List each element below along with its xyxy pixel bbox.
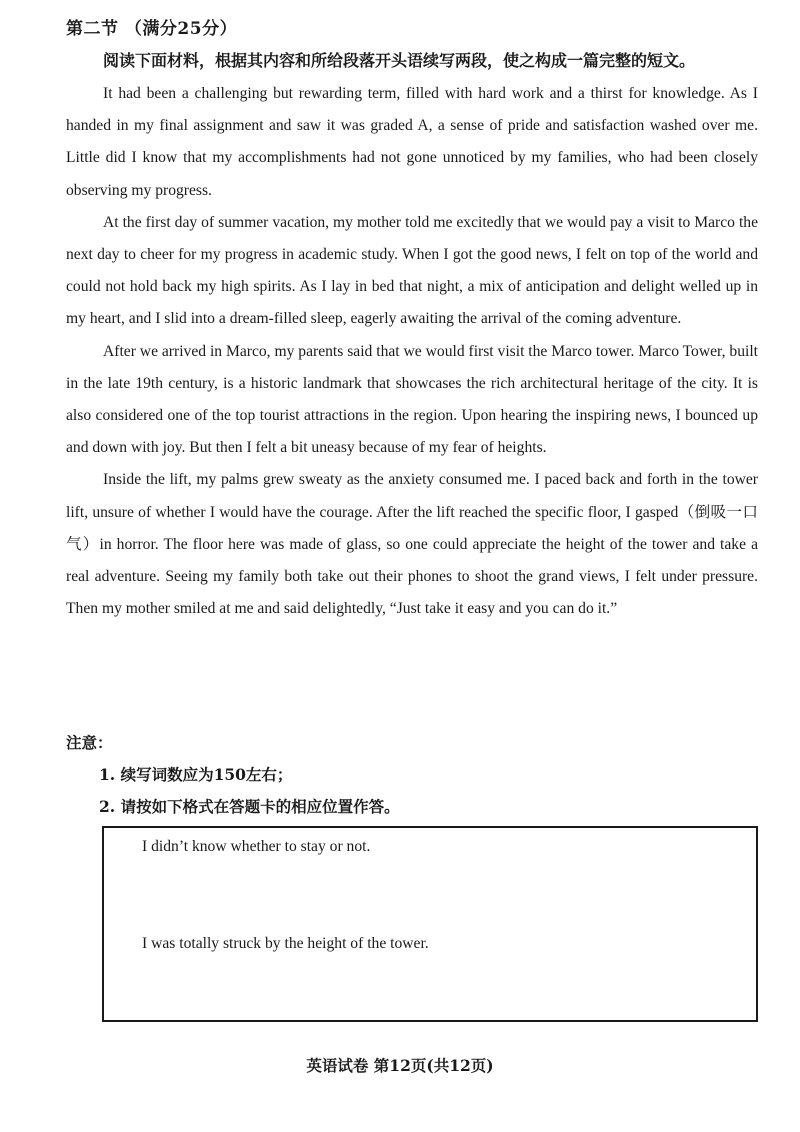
note-item-word-count: 1. 续写词数应为150左右； (99, 765, 293, 784)
answer-box (102, 826, 758, 1022)
passage-paragraph-3: After we arrived in Marco, my parents said that we would first visit the Marco tower. Marco Tower, built in the late 19th century, is a historic landmark that showcases the rich architectural heritage of the city. It is also considered one of the top tourist attractions in the region. Upon hearing the inspiring news, I bounced up and down with joy. But then I felt a bit uneasy because of my fear of heights. (66, 342, 758, 457)
section-heading: 第二节 （满分25分） (66, 19, 238, 39)
paragraph-opener-2: I was totally struck by the height of the tower. (142, 935, 429, 952)
notes-label: 注意： (66, 733, 113, 752)
reading-passage (66, 78, 758, 625)
passage-paragraph-2: At the first day of summer vacation, my mother told me excitedly that we would pay a visit to Marco the next day to cheer for my progress in academic study. When I got the good news, I felt on top of the world and could not hold back my high spirits. As I lay in bed that night, a mix of anticipation and delight welled up in my heart, and I slid into a dream-filled sleep, eagerly awaiting the arrival of the coming adventure. (66, 213, 758, 328)
notes-section (66, 727, 758, 823)
note-item-format: 2. 请按如下格式在答题卡的相应位置作答。 (99, 797, 400, 816)
passage-paragraph-4: Inside the lift, my palms grew sweaty as the anxiety consumed me. I paced back and forth in the tower lift, unsure of whether I would have the courage. After the lift reached the specific floor, I gasped（倒吸一口气）in horror. The floor here was made of glass, so one could appreciate the height of the tower and take a real adventure. Seeing my family both take out their phones to shoot the grand views, I felt under pressure. Then my mother smiled at me and said delightedly, “Just take it easy and you can do it.” (66, 471, 758, 618)
paragraph-opener-1: I didn’t know whether to stay or not. (142, 838, 371, 855)
passage-paragraph-1: It had been a challenging but rewarding term, filled with hard work and a thirst for knowledge. As I handed in my final assignment and saw it was graded A, a sense of pride and satisfaction washed over me. Little did I know that my accomplishments had not gone unnoticed by my families, who had been closely observing my progress. (66, 85, 758, 199)
task-instruction: 阅读下面材料，根据其内容和所给段落开头语续写两段，使之构成一篇完整的短文。 (103, 51, 696, 70)
page-footer: 英语试卷 第12页(共12页) (306, 1056, 494, 1075)
